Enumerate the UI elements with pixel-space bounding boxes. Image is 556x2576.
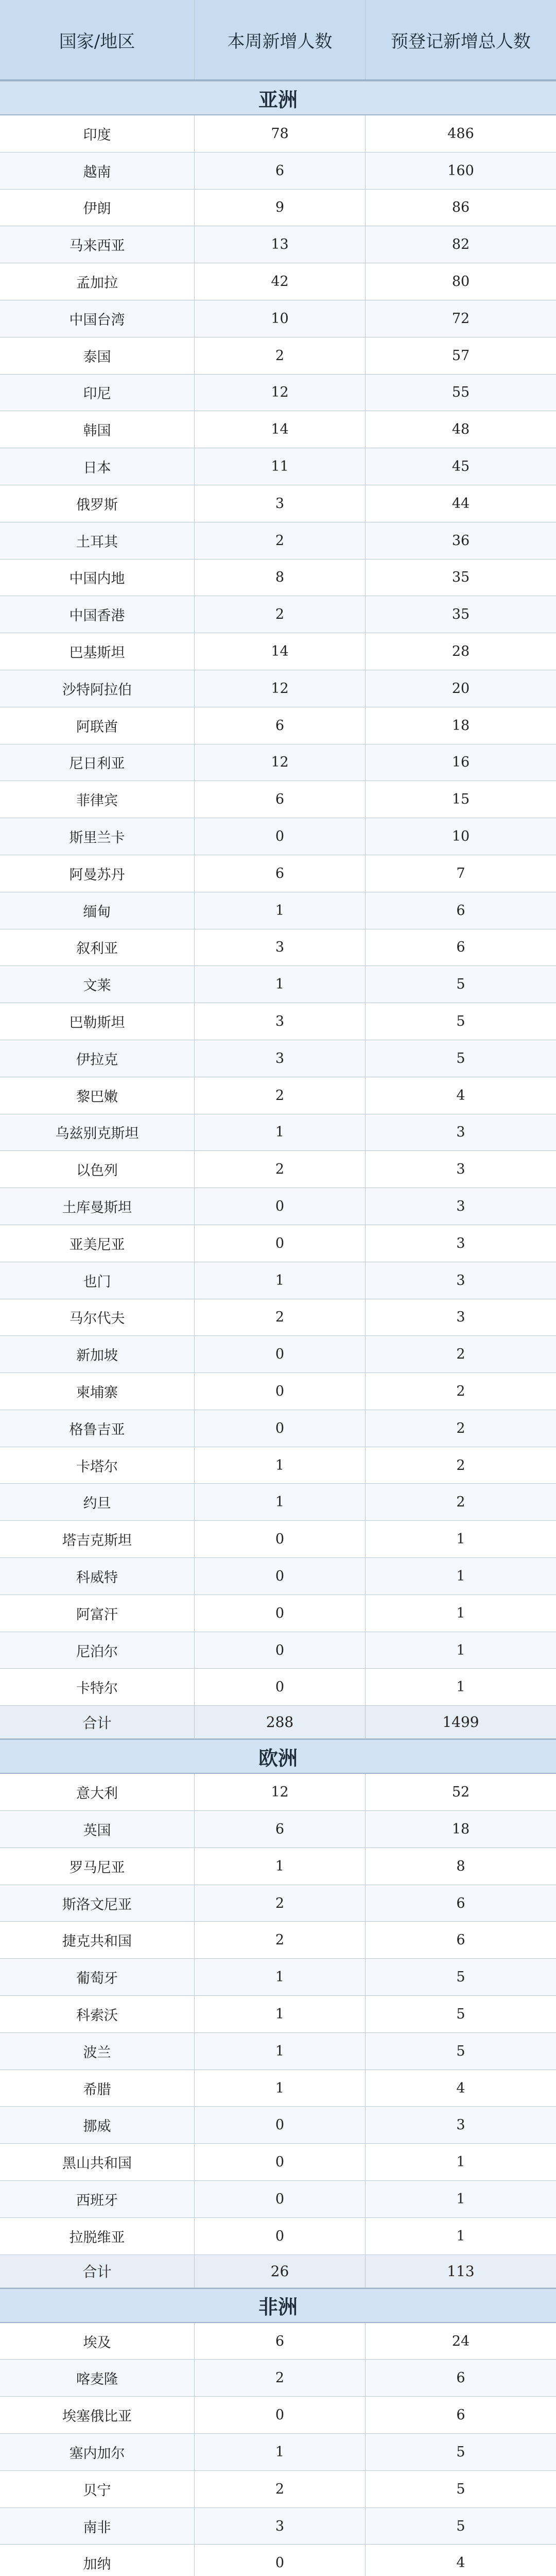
- cell-country: 葡萄牙: [0, 1959, 195, 1995]
- cell-total-new: 1: [456, 1679, 465, 1696]
- region-header: [0, 80, 556, 115]
- cell-week-new: 1: [195, 2070, 366, 2107]
- cell-week-new: 1: [195, 1114, 366, 1151]
- table-row: [0, 2434, 556, 2471]
- cell-week-new: 0: [195, 1558, 366, 1595]
- table-row: [0, 448, 556, 485]
- cell-country: 捷克共和国: [0, 1922, 195, 1958]
- cell-week-new: 0: [195, 2545, 366, 2576]
- subtotal-label: 合计: [0, 2255, 195, 2287]
- cell-country: 阿富汗: [0, 1595, 195, 1632]
- cell-total-new: 6: [456, 2370, 465, 2386]
- cell-week-new: 1: [195, 2033, 366, 2070]
- table-row: [0, 1558, 556, 1595]
- cell-total-new: 5: [456, 2518, 465, 2534]
- cell-total-new: 10: [451, 828, 470, 845]
- subtotal-row: [0, 1706, 556, 1739]
- table-row: [0, 818, 556, 855]
- cell-week-new: 1: [195, 1484, 366, 1520]
- cell-total-new: 35: [451, 569, 470, 586]
- subtotal-week: 288: [195, 1706, 366, 1738]
- cell-total-new: 6: [456, 939, 465, 956]
- cell-total-new: 5: [456, 2043, 465, 2059]
- cell-week-new: 78: [195, 115, 366, 152]
- cell-total-new: 2: [456, 1346, 465, 1363]
- cell-total-new: 3: [456, 1235, 465, 1251]
- cell-total-new: 4: [456, 2080, 465, 2096]
- cell-total-new: 35: [451, 606, 470, 623]
- cell-total-new: 28: [451, 643, 470, 660]
- cell-week-new: 0: [195, 2397, 366, 2433]
- table-row: [0, 1373, 556, 1410]
- cell-week-new: 0: [195, 1595, 366, 1632]
- cell-week-new: 2: [195, 522, 366, 559]
- cell-total-new: 1: [456, 1568, 465, 1584]
- cell-week-new: 3: [195, 2508, 366, 2545]
- region-name: 非洲: [258, 2295, 298, 2319]
- cell-week-new: 42: [195, 263, 366, 300]
- cell-week-new: 0: [195, 1669, 366, 1705]
- table-row: [0, 855, 556, 892]
- cell-country: 文莱: [0, 966, 195, 1003]
- cell-country: 喀麦隆: [0, 2360, 195, 2396]
- cell-country: 尼日利亚: [0, 744, 195, 781]
- table-row: [0, 2107, 556, 2144]
- cell-country: 缅甸: [0, 892, 195, 929]
- table-row: [0, 1447, 556, 1484]
- cell-country: 希腊: [0, 2070, 195, 2107]
- cell-total-new: 5: [456, 2006, 465, 2022]
- cell-total-new: 18: [451, 1821, 470, 1837]
- cell-country: 俄罗斯: [0, 485, 195, 522]
- cell-total-new: 6: [456, 902, 465, 919]
- cell-country: 马来西亚: [0, 226, 195, 263]
- table-row: [0, 560, 556, 597]
- cell-total-new: 5: [456, 1050, 465, 1066]
- cell-week-new: 2: [195, 1299, 366, 1336]
- table-row: [0, 1959, 556, 1996]
- cell-country: 菲律宾: [0, 781, 195, 818]
- cell-week-new: 0: [195, 1521, 366, 1557]
- cell-total-new: 5: [456, 976, 465, 993]
- cell-week-new: 10: [195, 300, 366, 337]
- cell-week-new: 1: [195, 1262, 366, 1299]
- cell-week-new: 0: [195, 1225, 366, 1262]
- cell-country: 格鲁吉亚: [0, 1410, 195, 1447]
- cell-week-new: 8: [195, 560, 366, 596]
- cell-total-new: 5: [456, 1013, 465, 1030]
- cell-total-new: 48: [451, 421, 470, 438]
- table-row: [0, 2323, 556, 2360]
- cell-week-new: 1: [195, 1996, 366, 2032]
- cell-week-new: 0: [195, 1410, 366, 1447]
- cell-total-new: 1: [456, 1605, 465, 1621]
- cell-country: 英国: [0, 1811, 195, 1848]
- cell-week-new: 6: [195, 1811, 366, 1848]
- cell-total-new: 16: [451, 754, 470, 771]
- table-row: [0, 1811, 556, 1848]
- table-row: [0, 2397, 556, 2434]
- cell-total-new: 82: [451, 236, 470, 253]
- cell-total-new: 2: [456, 1383, 465, 1399]
- cell-country: 挪威: [0, 2107, 195, 2143]
- cell-total-new: 486: [447, 125, 474, 142]
- subtotal-label: 合计: [0, 1706, 195, 1738]
- cell-total-new: 18: [451, 717, 470, 734]
- subtotal-total: 113: [447, 2262, 475, 2280]
- cell-country: 韩国: [0, 411, 195, 448]
- cell-country: 卡塔尔: [0, 1447, 195, 1484]
- cell-total-new: 6: [456, 1932, 465, 1948]
- table-row: [0, 2218, 556, 2255]
- cell-country: 中国内地: [0, 560, 195, 596]
- table-row: [0, 2033, 556, 2070]
- table-row: [0, 1151, 556, 1188]
- cell-country: 斯里兰卡: [0, 818, 195, 855]
- cell-country: 约旦: [0, 1484, 195, 1520]
- cell-total-new: 86: [451, 199, 470, 216]
- table-row: [0, 1484, 556, 1521]
- table-row: [0, 300, 556, 337]
- cell-country: 沙特阿拉伯: [0, 670, 195, 707]
- cell-total-new: 44: [451, 495, 470, 512]
- table-row: [0, 2181, 556, 2218]
- region-name: 亚洲: [258, 88, 298, 111]
- region-header: [0, 2288, 556, 2323]
- cell-total-new: 3: [456, 1272, 465, 1289]
- table-row: [0, 522, 556, 560]
- cell-total-new: 2: [456, 1420, 465, 1436]
- cell-week-new: 0: [195, 1632, 366, 1669]
- cell-country: 加纳: [0, 2545, 195, 2576]
- cell-week-new: 6: [195, 2323, 366, 2360]
- cell-week-new: 6: [195, 781, 366, 818]
- cell-country: 马尔代夫: [0, 1299, 195, 1336]
- header-total-new: 预登记新增总人数: [391, 31, 531, 52]
- cell-total-new: 3: [456, 1124, 465, 1141]
- table-row: [0, 115, 556, 152]
- table-row: [0, 781, 556, 818]
- table-row: [0, 1996, 556, 2033]
- regions-container: [0, 80, 556, 2576]
- cell-week-new: 12: [195, 375, 366, 411]
- cell-country: 波兰: [0, 2033, 195, 2070]
- cell-country: 拉脱维亚: [0, 2218, 195, 2255]
- cell-country: 贝宁: [0, 2471, 195, 2507]
- cell-country: 意大利: [0, 1774, 195, 1810]
- table-row: [0, 1188, 556, 1225]
- table-row: [0, 411, 556, 448]
- cell-total-new: 3: [456, 1198, 465, 1214]
- cell-week-new: 2: [195, 1885, 366, 1922]
- cell-week-new: 2: [195, 1151, 366, 1188]
- cell-country: 西班牙: [0, 2181, 195, 2217]
- cell-week-new: 2: [195, 2471, 366, 2507]
- cell-country: 埃塞俄比亚: [0, 2397, 195, 2433]
- cell-country: 土耳其: [0, 522, 195, 559]
- table-row: [0, 485, 556, 522]
- table-row: [0, 966, 556, 1003]
- table-row: [0, 929, 556, 967]
- table-row: [0, 2471, 556, 2508]
- cell-week-new: 6: [195, 152, 366, 189]
- cell-total-new: 3: [456, 1309, 465, 1326]
- cell-total-new: 45: [451, 459, 470, 475]
- cell-total-new: 4: [456, 1087, 465, 1104]
- cell-week-new: 13: [195, 226, 366, 263]
- cell-total-new: 7: [456, 865, 465, 882]
- cell-country: 越南: [0, 152, 195, 189]
- cell-country: 亚美尼亚: [0, 1225, 195, 1262]
- cell-week-new: 1: [195, 966, 366, 1003]
- table-row: [0, 1114, 556, 1151]
- cell-week-new: 0: [195, 2107, 366, 2143]
- cell-country: 伊拉克: [0, 1040, 195, 1077]
- cell-country: 孟加拉: [0, 263, 195, 300]
- table-row: [0, 2508, 556, 2545]
- cell-country: 乌兹别克斯坦: [0, 1114, 195, 1151]
- cell-week-new: 1: [195, 1959, 366, 1995]
- cell-total-new: 24: [451, 2333, 470, 2349]
- cell-country: 泰国: [0, 337, 195, 374]
- cell-total-new: 5: [456, 2481, 465, 2497]
- cell-total-new: 55: [451, 384, 470, 401]
- cell-country: 中国香港: [0, 596, 195, 633]
- cell-week-new: 0: [195, 818, 366, 855]
- cell-week-new: 2: [195, 1922, 366, 1958]
- cell-country: 巴基斯坦: [0, 633, 195, 670]
- cell-total-new: 160: [447, 162, 474, 179]
- cell-week-new: 2: [195, 1077, 366, 1114]
- cell-country: 尼泊尔: [0, 1632, 195, 1669]
- cell-week-new: 0: [195, 2181, 366, 2217]
- table-row: [0, 190, 556, 227]
- cell-country: 中国台湾: [0, 300, 195, 337]
- cell-week-new: 2: [195, 337, 366, 374]
- cell-total-new: 1: [456, 1642, 465, 1658]
- table-row: [0, 1262, 556, 1299]
- cell-total-new: 3: [456, 2117, 465, 2133]
- cell-total-new: 4: [456, 2555, 465, 2571]
- table-row: [0, 1595, 556, 1632]
- cell-week-new: 0: [195, 1188, 366, 1225]
- cell-country: 塞内加尔: [0, 2434, 195, 2470]
- table-row: [0, 1225, 556, 1262]
- table-row: [0, 1848, 556, 1885]
- cell-country: 科威特: [0, 1558, 195, 1595]
- table-header: [0, 0, 556, 80]
- header-country: 国家/地区: [0, 0, 195, 79]
- cell-country: 以色列: [0, 1151, 195, 1188]
- cell-total-new: 80: [451, 274, 470, 290]
- cell-week-new: 0: [195, 1373, 366, 1410]
- cell-week-new: 3: [195, 1003, 366, 1040]
- cell-total-new: 5: [456, 1969, 465, 1986]
- cell-country: 黑山共和国: [0, 2144, 195, 2180]
- cell-country: 日本: [0, 448, 195, 485]
- subtotal-row: [0, 2255, 556, 2288]
- cell-week-new: 2: [195, 2360, 366, 2396]
- table-row: [0, 1774, 556, 1811]
- cell-country: 罗马尼亚: [0, 1848, 195, 1885]
- cell-country: 阿曼苏丹: [0, 855, 195, 892]
- table-row: [0, 375, 556, 412]
- cell-country: 印度: [0, 115, 195, 152]
- cell-week-new: 6: [195, 855, 366, 892]
- cell-week-new: 12: [195, 744, 366, 781]
- table-row: [0, 1299, 556, 1336]
- cell-country: 黎巴嫩: [0, 1077, 195, 1114]
- table-row: [0, 1003, 556, 1040]
- cell-total-new: 1: [456, 2154, 465, 2171]
- table-row: [0, 1521, 556, 1558]
- table-row: [0, 1632, 556, 1669]
- cell-country: 巴勒斯坦: [0, 1003, 195, 1040]
- table-row: [0, 1669, 556, 1706]
- cell-country: 印尼: [0, 375, 195, 411]
- cell-country: 新加坡: [0, 1336, 195, 1372]
- table-row: [0, 707, 556, 744]
- cell-total-new: 3: [456, 1161, 465, 1178]
- cell-total-new: 57: [451, 347, 470, 364]
- cell-total-new: 1: [456, 2228, 465, 2244]
- cell-total-new: 5: [456, 2444, 465, 2460]
- cell-total-new: 6: [456, 2407, 465, 2424]
- subtotal-total: 1499: [442, 1714, 479, 1731]
- cell-total-new: 2: [456, 1494, 465, 1511]
- cell-country: 卡特尔: [0, 1669, 195, 1705]
- cell-week-new: 0: [195, 2144, 366, 2180]
- cell-country: 柬埔寨: [0, 1373, 195, 1410]
- cell-total-new: 72: [451, 310, 470, 327]
- cell-week-new: 14: [195, 411, 366, 448]
- table-row: [0, 2545, 556, 2576]
- region-header: [0, 1739, 556, 1774]
- table-row: [0, 152, 556, 190]
- cell-week-new: 1: [195, 1447, 366, 1484]
- table-row: [0, 1336, 556, 1373]
- header-week-new: 本周新增人数: [195, 0, 366, 79]
- cell-country: 伊朗: [0, 190, 195, 226]
- subtotal-week: 26: [195, 2255, 366, 2287]
- table-row: [0, 633, 556, 670]
- cell-week-new: 0: [195, 1336, 366, 1372]
- cell-country: 科索沃: [0, 1996, 195, 2032]
- cell-country: 斯洛文尼亚: [0, 1885, 195, 1922]
- region-name: 欧洲: [258, 1746, 298, 1770]
- cell-total-new: 1: [456, 1531, 465, 1548]
- cell-total-new: 36: [451, 532, 470, 549]
- cell-week-new: 3: [195, 1040, 366, 1077]
- cell-country: 也门: [0, 1262, 195, 1299]
- table-row: [0, 1922, 556, 1959]
- table-row: [0, 892, 556, 929]
- table-row: [0, 744, 556, 782]
- cell-total-new: 20: [451, 680, 470, 697]
- cell-total-new: 6: [456, 1895, 465, 1911]
- cell-country: 塔吉克斯坦: [0, 1521, 195, 1557]
- cell-total-new: 8: [456, 1858, 465, 1874]
- table-row: [0, 2360, 556, 2397]
- table-row: [0, 596, 556, 633]
- cell-country: 埃及: [0, 2323, 195, 2360]
- table-row: [0, 337, 556, 375]
- cell-week-new: 0: [195, 2218, 366, 2255]
- cell-week-new: 3: [195, 485, 366, 522]
- cell-week-new: 9: [195, 190, 366, 226]
- cell-week-new: 1: [195, 1848, 366, 1885]
- cell-total-new: 2: [456, 1457, 465, 1473]
- table-row: [0, 1885, 556, 1922]
- cell-week-new: 12: [195, 1774, 366, 1810]
- cell-country: 阿联酋: [0, 707, 195, 744]
- table-row: [0, 2144, 556, 2181]
- table-row: [0, 263, 556, 300]
- cell-total-new: 52: [451, 1784, 470, 1801]
- table-row: [0, 2070, 556, 2107]
- cell-week-new: 12: [195, 670, 366, 707]
- cell-week-new: 2: [195, 596, 366, 633]
- cell-week-new: 1: [195, 892, 366, 929]
- cell-week-new: 1: [195, 2434, 366, 2470]
- table-row: [0, 1077, 556, 1114]
- cell-total-new: 1: [456, 2191, 465, 2207]
- cell-week-new: 11: [195, 448, 366, 485]
- table-row: [0, 670, 556, 707]
- cell-country: 叙利亚: [0, 929, 195, 966]
- cell-week-new: 14: [195, 633, 366, 670]
- cell-total-new: 15: [451, 791, 470, 808]
- table-row: [0, 1410, 556, 1447]
- cell-week-new: 6: [195, 707, 366, 744]
- cell-week-new: 3: [195, 929, 366, 966]
- table-row: [0, 226, 556, 263]
- table-row: [0, 1040, 556, 1077]
- cell-country: 南非: [0, 2508, 195, 2545]
- cell-country: 土库曼斯坦: [0, 1188, 195, 1225]
